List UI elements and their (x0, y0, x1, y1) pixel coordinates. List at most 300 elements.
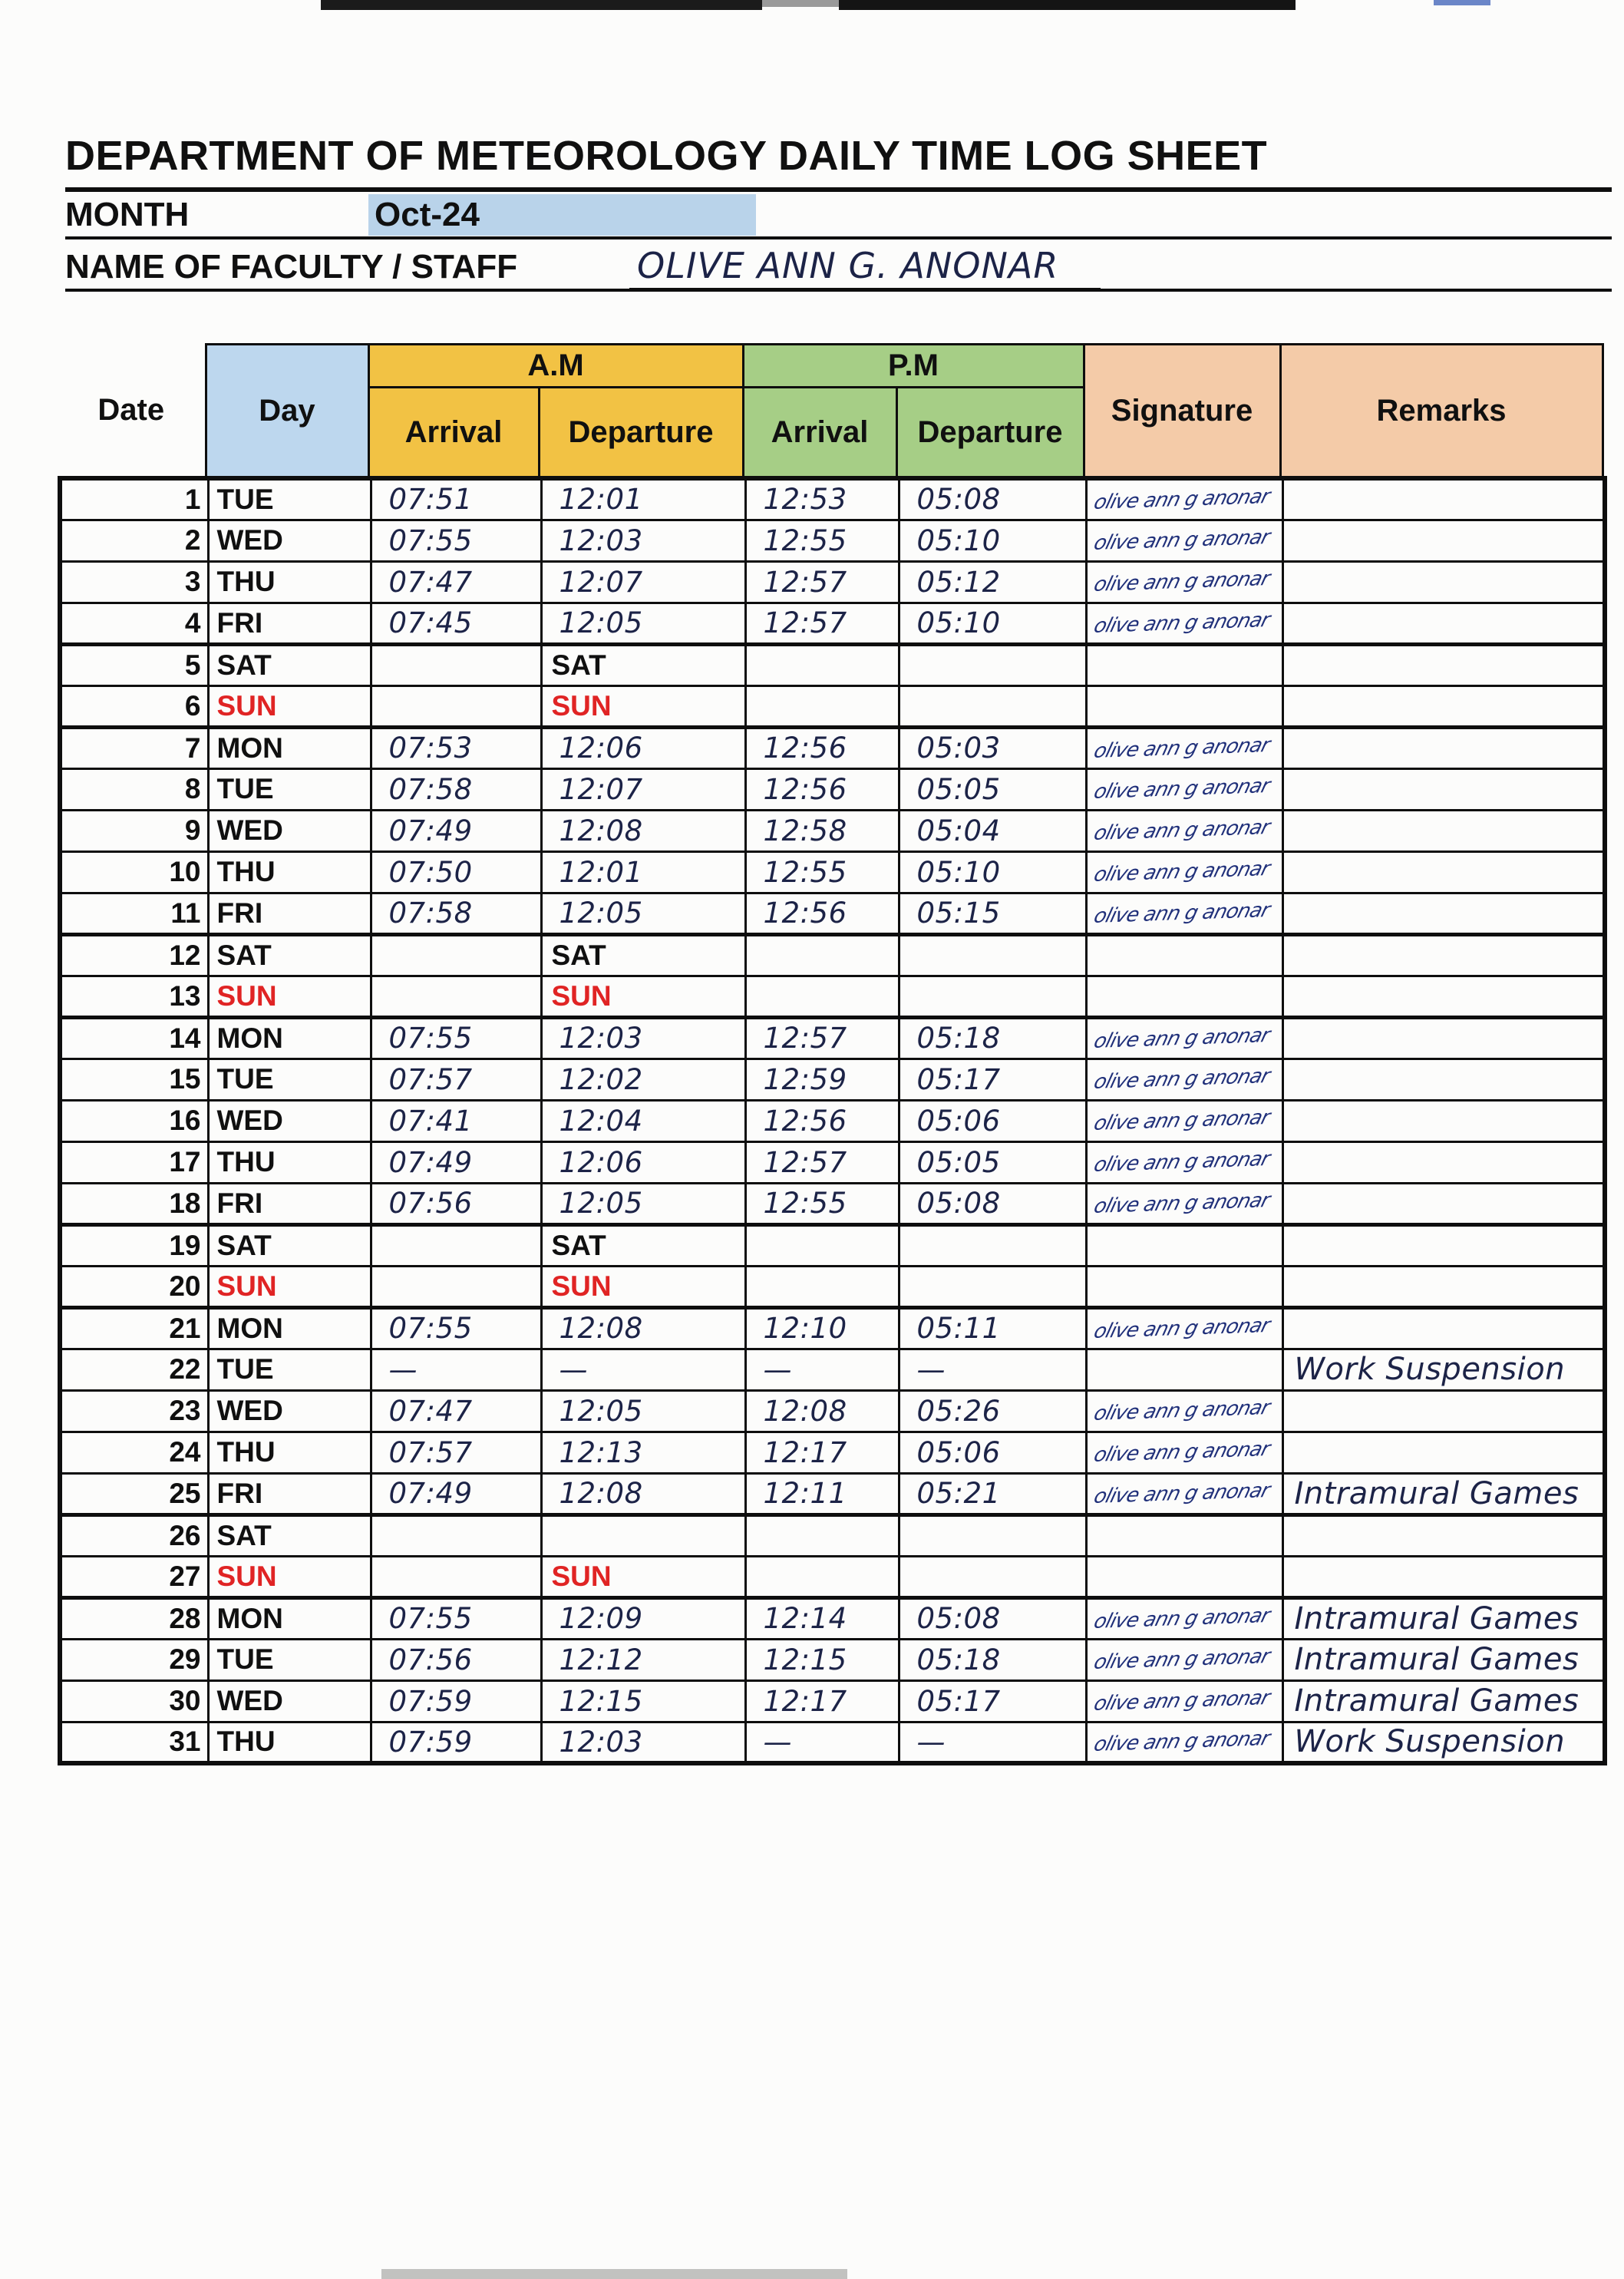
cell-day: THU (208, 851, 371, 893)
table-row (60, 1680, 1605, 1722)
table-row (60, 976, 1605, 1017)
signature-scrawl: olive ann g anonar (1091, 898, 1272, 928)
cell-remarks (1282, 561, 1605, 603)
signature-scrawl: olive ann g anonar (1091, 1106, 1272, 1135)
cell-date: 12 (60, 934, 208, 976)
cell-am-departure: 12:05 (541, 603, 745, 644)
table-row (60, 1473, 1605, 1514)
cell-am-departure: 12:04 (541, 1100, 745, 1141)
cell-am-arrival (371, 1514, 541, 1556)
cell-am-arrival: — (371, 1349, 541, 1390)
signature-scrawl: olive ann g anonar (1091, 1148, 1272, 1177)
cell-am-departure: — (541, 1349, 745, 1390)
cell-remarks (1282, 1017, 1605, 1059)
signature-scrawl: olive ann g anonar (1091, 1604, 1272, 1633)
cell-day: FRI (208, 603, 371, 644)
cell-day: SUN (208, 685, 371, 727)
cell-am-departure: 12:08 (541, 1307, 745, 1349)
cell-date: 26 (60, 1514, 208, 1556)
cell-day: THU (208, 1141, 371, 1183)
cell-remarks (1282, 1224, 1605, 1266)
cell-signature (1086, 1639, 1282, 1680)
header-date: Date (58, 345, 206, 477)
cell-am-departure: 12:01 (541, 478, 745, 520)
cell-am-departure: 12:15 (541, 1680, 745, 1722)
cell-date: 14 (60, 1017, 208, 1059)
cell-am-arrival: 07:57 (371, 1059, 541, 1100)
cell-signature (1086, 561, 1282, 603)
cell-pm-departure: 05:26 (899, 1390, 1086, 1432)
cell-am-arrival: 07:59 (371, 1680, 541, 1722)
cell-day: SUN (208, 1266, 371, 1307)
cell-am-arrival (371, 976, 541, 1017)
table-row (60, 1059, 1605, 1100)
cell-signature (1086, 810, 1282, 851)
cell-remarks (1282, 893, 1605, 934)
cell-am-arrival (371, 1556, 541, 1597)
cell-pm-departure: 05:04 (899, 810, 1086, 851)
cell-date: 3 (60, 561, 208, 603)
cell-pm-arrival: 12:56 (745, 768, 899, 810)
signature-scrawl: olive ann g anonar (1091, 1645, 1272, 1674)
name-value-handwritten: OLIVE ANN G. ANONAR (629, 245, 1101, 290)
cell-pm-arrival: 12:11 (745, 1473, 899, 1514)
cell-remarks (1282, 1100, 1605, 1141)
cell-am-arrival: 07:56 (371, 1183, 541, 1224)
header-day: Day (206, 345, 368, 477)
cell-signature (1086, 603, 1282, 644)
cell-am-arrival: 07:55 (371, 520, 541, 561)
cell-day: TUE (208, 768, 371, 810)
cell-am-arrival: 07:58 (371, 768, 541, 810)
cell-am-arrival: 07:57 (371, 1432, 541, 1473)
scan-artifact-top-blue (1434, 0, 1490, 5)
signature-scrawl: olive ann g anonar (1091, 1478, 1272, 1508)
cell-pm-departure: 05:18 (899, 1639, 1086, 1680)
cell-am-departure: SUN (541, 685, 745, 727)
cell-pm-departure: 05:15 (899, 893, 1086, 934)
cell-signature (1086, 1224, 1282, 1266)
cell-pm-arrival: 12:10 (745, 1307, 899, 1349)
cell-am-arrival: 07:49 (371, 1141, 541, 1183)
cell-pm-departure: 05:06 (899, 1100, 1086, 1141)
cell-am-arrival: 07:58 (371, 893, 541, 934)
cell-day: SAT (208, 644, 371, 685)
header-am-arrival: Arrival (368, 388, 539, 477)
cell-pm-arrival: 12:08 (745, 1390, 899, 1432)
cell-am-arrival: 07:51 (371, 478, 541, 520)
cell-signature (1086, 1556, 1282, 1597)
cell-am-departure: 12:07 (541, 768, 745, 810)
cell-day: THU (208, 1432, 371, 1473)
cell-date: 22 (60, 1349, 208, 1390)
cell-am-departure: 12:01 (541, 851, 745, 893)
cell-day: TUE (208, 1639, 371, 1680)
cell-day: WED (208, 1100, 371, 1141)
cell-date: 28 (60, 1597, 208, 1639)
cell-am-departure: 12:06 (541, 1141, 745, 1183)
cell-date: 29 (60, 1639, 208, 1680)
cell-remarks (1282, 520, 1605, 561)
cell-date: 21 (60, 1307, 208, 1349)
cell-date: 15 (60, 1059, 208, 1100)
signature-scrawl: olive ann g anonar (1091, 1438, 1272, 1467)
month-value: Oct-24 (368, 194, 756, 236)
cell-day: SAT (208, 1514, 371, 1556)
cell-signature (1086, 893, 1282, 934)
cell-date: 5 (60, 644, 208, 685)
cell-am-arrival: 07:55 (371, 1597, 541, 1639)
cell-remarks: Intramural Games (1282, 1639, 1605, 1680)
cell-pm-departure: — (899, 1722, 1086, 1763)
signature-scrawl: olive ann g anonar (1091, 775, 1272, 804)
cell-pm-arrival (745, 1224, 899, 1266)
cell-pm-departure: 05:21 (899, 1473, 1086, 1514)
cell-remarks (1282, 1059, 1605, 1100)
cell-pm-departure (899, 1224, 1086, 1266)
cell-signature (1086, 1473, 1282, 1514)
cell-remarks (1282, 1183, 1605, 1224)
cell-signature (1086, 851, 1282, 893)
cell-date: 23 (60, 1390, 208, 1432)
cell-pm-arrival: — (745, 1349, 899, 1390)
cell-pm-departure: 05:10 (899, 851, 1086, 893)
name-row (65, 246, 1612, 292)
cell-remarks (1282, 603, 1605, 644)
cell-signature (1086, 685, 1282, 727)
table-row (60, 851, 1605, 893)
cell-pm-arrival: 12:17 (745, 1680, 899, 1722)
cell-remarks: Work Suspension (1282, 1722, 1605, 1763)
cell-signature (1086, 768, 1282, 810)
table-row (60, 1597, 1605, 1639)
cell-am-departure: 12:05 (541, 1390, 745, 1432)
signature-scrawl: olive ann g anonar (1091, 1396, 1272, 1425)
cell-remarks: Intramural Games (1282, 1597, 1605, 1639)
table-row (60, 561, 1605, 603)
cell-signature (1086, 1597, 1282, 1639)
signature-scrawl: olive ann g anonar (1091, 1188, 1272, 1218)
cell-signature (1086, 1183, 1282, 1224)
cell-pm-arrival: 12:55 (745, 1183, 899, 1224)
cell-pm-arrival: 12:56 (745, 1100, 899, 1141)
header-pm: P.M (743, 345, 1084, 388)
cell-am-departure: 12:12 (541, 1639, 745, 1680)
cell-remarks (1282, 1266, 1605, 1307)
cell-remarks (1282, 1514, 1605, 1556)
cell-pm-arrival (745, 976, 899, 1017)
cell-pm-arrival: 12:56 (745, 893, 899, 934)
cell-signature (1086, 934, 1282, 976)
cell-day: SUN (208, 1556, 371, 1597)
cell-am-arrival (371, 685, 541, 727)
table-row (60, 520, 1605, 561)
cell-day: TUE (208, 478, 371, 520)
cell-pm-departure: 05:08 (899, 478, 1086, 520)
cell-day: MON (208, 727, 371, 768)
cell-signature (1086, 727, 1282, 768)
signature-scrawl: olive ann g anonar (1091, 1727, 1272, 1757)
cell-day: THU (208, 1722, 371, 1763)
cell-pm-departure: 05:10 (899, 520, 1086, 561)
cell-remarks: Intramural Games (1282, 1680, 1605, 1722)
header-signature: Signature (1084, 345, 1280, 477)
cell-pm-departure: — (899, 1349, 1086, 1390)
table-row (60, 1307, 1605, 1349)
cell-pm-arrival (745, 685, 899, 727)
signature-scrawl: olive ann g anonar (1091, 1023, 1272, 1053)
table-row (60, 1017, 1605, 1059)
cell-remarks (1282, 727, 1605, 768)
cell-am-departure: SUN (541, 1266, 745, 1307)
scan-artifact-top (321, 0, 762, 10)
cell-pm-arrival: 12:53 (745, 478, 899, 520)
header-am-departure: Departure (539, 388, 743, 477)
cell-date: 30 (60, 1680, 208, 1722)
scan-artifact-bottom (381, 2269, 847, 2279)
table-row (60, 1556, 1605, 1597)
cell-pm-arrival: 12:58 (745, 810, 899, 851)
cell-pm-arrival: — (745, 1722, 899, 1763)
table-row (60, 810, 1605, 851)
cell-date: 24 (60, 1432, 208, 1473)
cell-date: 6 (60, 685, 208, 727)
cell-pm-departure (899, 644, 1086, 685)
cell-am-arrival: 07:55 (371, 1017, 541, 1059)
cell-remarks: Intramural Games (1282, 1473, 1605, 1514)
month-label: MONTH (65, 196, 190, 233)
cell-am-departure: SAT (541, 1224, 745, 1266)
cell-pm-arrival: 12:57 (745, 561, 899, 603)
header-remarks: Remarks (1280, 345, 1603, 477)
page-title: DEPARTMENT OF METEOROLOGY DAILY TIME LOG SHEET (65, 132, 1612, 192)
cell-day: FRI (208, 1183, 371, 1224)
cell-am-arrival: 07:47 (371, 1390, 541, 1432)
signature-scrawl: olive ann g anonar (1091, 1065, 1272, 1094)
cell-am-departure: 12:06 (541, 727, 745, 768)
cell-pm-departure (899, 1266, 1086, 1307)
cell-day: THU (208, 561, 371, 603)
cell-am-departure: 12:05 (541, 1183, 745, 1224)
cell-am-departure: 12:03 (541, 520, 745, 561)
cell-am-departure: SAT (541, 934, 745, 976)
cell-pm-departure: 05:05 (899, 1141, 1086, 1183)
cell-pm-arrival: 12:15 (745, 1639, 899, 1680)
cell-day: TUE (208, 1059, 371, 1100)
cell-date: 18 (60, 1183, 208, 1224)
cell-am-departure (541, 1514, 745, 1556)
log-table (58, 476, 1607, 1765)
scan-artifact-top (839, 0, 1296, 10)
signature-scrawl: olive ann g anonar (1091, 526, 1272, 555)
cell-am-arrival (371, 1266, 541, 1307)
cell-am-arrival: 07:55 (371, 1307, 541, 1349)
signature-scrawl: olive ann g anonar (1091, 733, 1272, 763)
table-row (60, 1224, 1605, 1266)
cell-am-departure: 12:02 (541, 1059, 745, 1100)
table-row (60, 1432, 1605, 1473)
cell-am-departure: 12:13 (541, 1432, 745, 1473)
table-row (60, 478, 1605, 520)
month-row (65, 193, 1612, 239)
table-row (60, 1390, 1605, 1432)
cell-pm-departure (899, 976, 1086, 1017)
cell-am-departure: SAT (541, 644, 745, 685)
cell-date: 27 (60, 1556, 208, 1597)
cell-am-arrival: 07:53 (371, 727, 541, 768)
cell-remarks (1282, 1432, 1605, 1473)
cell-am-arrival (371, 1224, 541, 1266)
cell-am-arrival: 07:50 (371, 851, 541, 893)
table-row (60, 603, 1605, 644)
cell-remarks (1282, 685, 1605, 727)
cell-remarks (1282, 1141, 1605, 1183)
cell-pm-departure: 05:17 (899, 1059, 1086, 1100)
cell-am-departure: 12:08 (541, 1473, 745, 1514)
cell-date: 9 (60, 810, 208, 851)
cell-pm-arrival (745, 1266, 899, 1307)
cell-am-arrival: 07:47 (371, 561, 541, 603)
log-table-body (60, 478, 1605, 1763)
header-pm-arrival: Arrival (743, 388, 896, 477)
cell-remarks (1282, 851, 1605, 893)
cell-date: 31 (60, 1722, 208, 1763)
header-am: A.M (368, 345, 743, 388)
table-row (60, 1266, 1605, 1307)
cell-date: 7 (60, 727, 208, 768)
cell-am-departure: 12:03 (541, 1017, 745, 1059)
cell-remarks (1282, 1390, 1605, 1432)
cell-signature (1086, 1307, 1282, 1349)
cell-remarks (1282, 976, 1605, 1017)
signature-scrawl: olive ann g anonar (1091, 857, 1272, 887)
cell-remarks (1282, 768, 1605, 810)
cell-date: 4 (60, 603, 208, 644)
cell-signature (1086, 1017, 1282, 1059)
signature-scrawl: olive ann g anonar (1091, 484, 1272, 514)
cell-signature (1086, 1141, 1282, 1183)
cell-remarks (1282, 1307, 1605, 1349)
cell-am-departure: 12:07 (541, 561, 745, 603)
cell-pm-departure: 05:08 (899, 1597, 1086, 1639)
cell-day: MON (208, 1017, 371, 1059)
cell-day: SAT (208, 934, 371, 976)
cell-am-arrival (371, 644, 541, 685)
cell-pm-departure: 05:11 (899, 1307, 1086, 1349)
signature-scrawl: olive ann g anonar (1091, 816, 1272, 845)
cell-am-arrival (371, 934, 541, 976)
table-row (60, 1141, 1605, 1183)
cell-pm-departure: 05:12 (899, 561, 1086, 603)
cell-date: 11 (60, 893, 208, 934)
scan-artifact-top (762, 0, 839, 7)
cell-am-arrival: 07:59 (371, 1722, 541, 1763)
cell-day: MON (208, 1307, 371, 1349)
cell-pm-arrival: 12:57 (745, 1141, 899, 1183)
cell-signature (1086, 1680, 1282, 1722)
cell-remarks (1282, 1556, 1605, 1597)
cell-date: 10 (60, 851, 208, 893)
cell-am-arrival: 07:49 (371, 810, 541, 851)
cell-day: SUN (208, 976, 371, 1017)
table-row (60, 644, 1605, 685)
cell-pm-departure (899, 1514, 1086, 1556)
cell-pm-arrival: 12:55 (745, 520, 899, 561)
cell-day: FRI (208, 893, 371, 934)
cell-pm-arrival: 12:57 (745, 603, 899, 644)
cell-pm-departure: 05:08 (899, 1183, 1086, 1224)
signature-scrawl: olive ann g anonar (1091, 567, 1272, 596)
cell-pm-departure: 05:03 (899, 727, 1086, 768)
cell-signature (1086, 644, 1282, 685)
cell-am-departure: SUN (541, 976, 745, 1017)
cell-pm-departure (899, 934, 1086, 976)
cell-date: 8 (60, 768, 208, 810)
cell-pm-departure: 05:18 (899, 1017, 1086, 1059)
cell-am-arrival: 07:56 (371, 1639, 541, 1680)
cell-pm-departure: 05:10 (899, 603, 1086, 644)
cell-date: 16 (60, 1100, 208, 1141)
cell-date: 17 (60, 1141, 208, 1183)
cell-pm-arrival: 12:57 (745, 1017, 899, 1059)
cell-signature (1086, 1432, 1282, 1473)
table-row (60, 1514, 1605, 1556)
cell-signature (1086, 976, 1282, 1017)
cell-am-departure: 12:09 (541, 1597, 745, 1639)
cell-day: FRI (208, 1473, 371, 1514)
cell-pm-arrival: 12:17 (745, 1432, 899, 1473)
table-row (60, 1183, 1605, 1224)
cell-am-departure: 12:08 (541, 810, 745, 851)
cell-pm-arrival (745, 1514, 899, 1556)
cell-day: MON (208, 1597, 371, 1639)
table-row (60, 685, 1605, 727)
cell-signature (1086, 478, 1282, 520)
cell-day: WED (208, 1390, 371, 1432)
cell-remarks (1282, 810, 1605, 851)
cell-am-departure: SUN (541, 1556, 745, 1597)
cell-date: 20 (60, 1266, 208, 1307)
cell-signature (1086, 1059, 1282, 1100)
cell-signature (1086, 1390, 1282, 1432)
cell-pm-departure (899, 1556, 1086, 1597)
cell-day: WED (208, 1680, 371, 1722)
cell-am-departure: 12:05 (541, 893, 745, 934)
cell-day: TUE (208, 1349, 371, 1390)
signature-scrawl: olive ann g anonar (1091, 1686, 1272, 1716)
cell-pm-arrival (745, 934, 899, 976)
cell-date: 25 (60, 1473, 208, 1514)
cell-date: 13 (60, 976, 208, 1017)
table-row (60, 727, 1605, 768)
cell-signature (1086, 520, 1282, 561)
cell-am-arrival: 07:41 (371, 1100, 541, 1141)
cell-pm-arrival: 12:55 (745, 851, 899, 893)
cell-pm-departure (899, 685, 1086, 727)
header-pm-departure: Departure (896, 388, 1084, 477)
table-row (60, 1639, 1605, 1680)
signature-scrawl: olive ann g anonar (1091, 608, 1272, 638)
cell-signature (1086, 1266, 1282, 1307)
table-row (60, 1722, 1605, 1763)
cell-pm-arrival: 12:14 (745, 1597, 899, 1639)
cell-signature (1086, 1349, 1282, 1390)
log-table-header (58, 343, 1604, 477)
table-row (60, 893, 1605, 934)
cell-date: 1 (60, 478, 208, 520)
table-row (60, 1100, 1605, 1141)
cell-date: 2 (60, 520, 208, 561)
